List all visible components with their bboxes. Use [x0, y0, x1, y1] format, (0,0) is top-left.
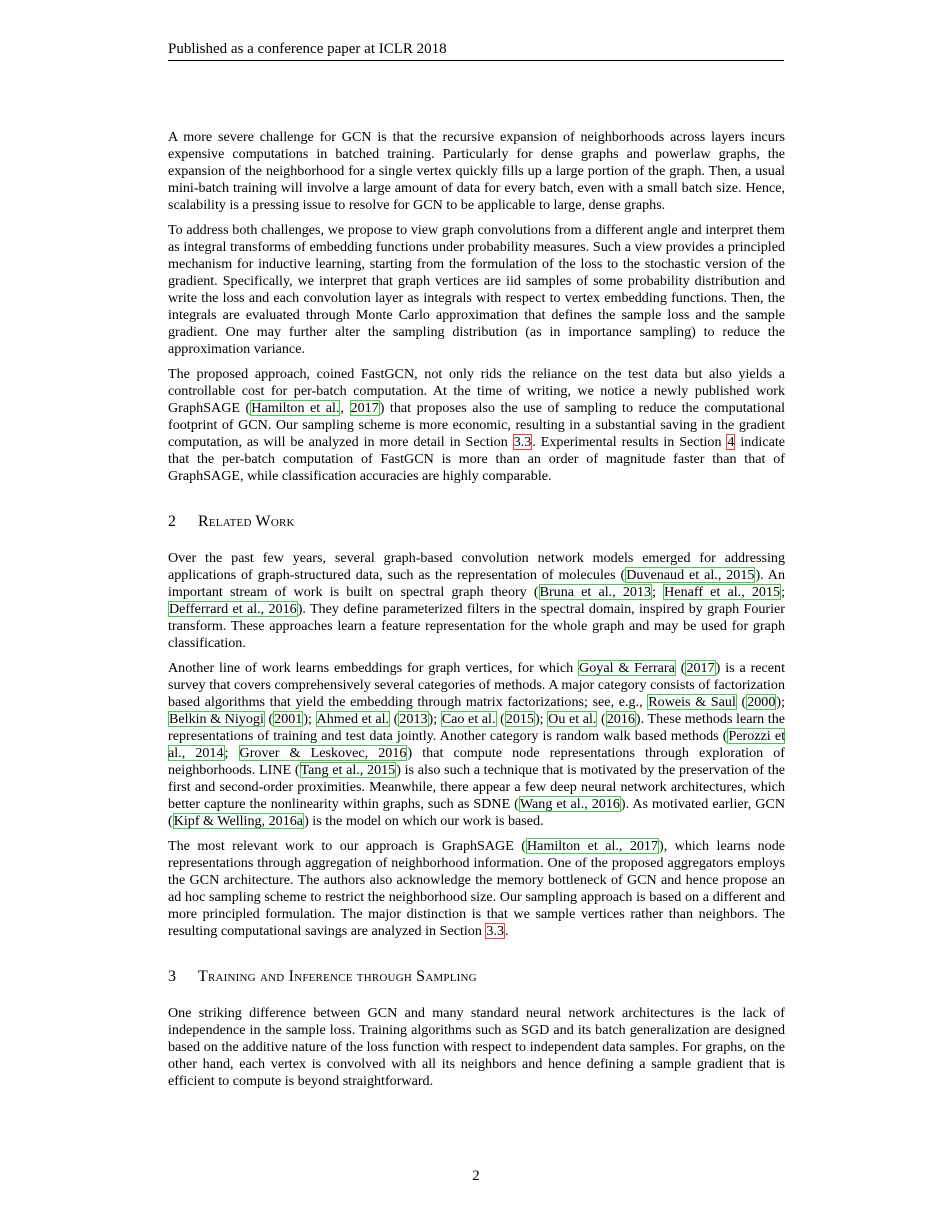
text-run: .: [505, 923, 509, 939]
citation-link[interactable]: Ou et al.: [548, 711, 597, 727]
citation-link[interactable]: Bruna et al., 2013: [539, 584, 652, 600]
citation-link[interactable]: 2017: [686, 660, 715, 676]
text-run: ). An important stream of work is built on spectral graph theory (: [168, 567, 786, 600]
section-title: Related Work: [198, 513, 295, 530]
section-number: 2: [168, 513, 177, 530]
citation-link[interactable]: Kipf & Welling, 2016a: [173, 813, 304, 829]
citation-link[interactable]: 2013: [399, 711, 428, 727]
text-run: ) is also such a technique that is motivated by the preservation of the first and second-order proximities. Meanwhile, there appear a few deep neural network architectures, which better capture the nonlinearity within graphs, such as SDNE (: [168, 762, 785, 812]
citation-link[interactable]: 2001: [274, 711, 303, 727]
citation-link[interactable]: 2015: [505, 711, 534, 727]
citation-link[interactable]: Ahmed et al.: [316, 711, 390, 727]
citation-link[interactable]: Hamilton et al., 2017: [526, 838, 659, 854]
text-run: ) that compute node representations through exploration of neighborhoods. LINE (: [168, 745, 785, 778]
related-work-paragraph-1: Over the past few years, several graph-based convolution network models emerged for addressing applications of graph-structured data, such as the representation of molecules (Duvenaud et al., 2015). An important stream of work is built on spectral graph theory (Bruna et al., 2013; Henaff et al., 2015; Defferrard et al., 2016). They define parameterized filters in the spectral domain, inspired by graph Fourier transform. These approaches learn a feature representation for the whole graph and may be used for graph classification.: [168, 550, 786, 651]
text-run: is a recent survey that covers comprehensively several categories of methods. A major category consists of factorization based algorithms that yield the embedding through matrix factorizations; see, e.g.,: [168, 660, 785, 710]
citation-link[interactable]: Perozzi et al., 2014: [168, 728, 785, 761]
text-run: . Experimental results in Section: [532, 434, 727, 450]
text-run: ). They define parameterized filters in the spectral domain, inspired by graph Fourier transform. These approaches learn a feature representation for the whole graph and may be used for graph classification.: [168, 601, 785, 651]
related-work-paragraph-2: Another line of work learns embeddings for graph vertices, for which Goyal & Ferrara (2017) is a recent survey that covers comprehensively several categories of methods. A major category consists of factorization based algorithms that yield the embedding through matrix factorizations; see, e.g., Roweis & Saul (2000); Belkin & Niyogi (2001); Ahmed et al. (2013); Cao et al. (2015); Ou et al. (2016). These methods learn the representations of training and test data jointly. Another category is random walk based methods (Perozzi et al., 2014; Grover & Leskovec, 2016) that compute node representations through exploration of neighborhoods. LINE (Tang et al., 2015) is also such a technique that is motivated by the preservation of the first and second-order proximities. Meanwhile, there appear a few deep neural network architectures, which better capture the nonlinearity within graphs, such as SDNE (Wang et al., 2016). As motivated earlier, GCN (Kipf & Welling, 2016a) is the model on which our work is based.: [168, 660, 786, 829]
citation-link[interactable]: Belkin & Niyogi: [169, 711, 264, 727]
text-run: . These methods learn the representations of training and test data jointly. Another category is random walk based methods (: [168, 711, 786, 744]
section-3-heading: [168, 967, 785, 987]
running-header: Published as a conference paper at ICLR 2018: [168, 38, 784, 61]
text-run: ). As motivated earlier, GCN (: [168, 796, 785, 829]
citation-link[interactable]: Hamilton et al.: [251, 400, 340, 416]
section-number: 3: [168, 968, 177, 985]
citation-link[interactable]: 2000: [747, 694, 776, 710]
text-run: ) is the model on which our work is based.: [304, 813, 544, 829]
intro-paragraph-3: The proposed approach, coined FastGCN, not only rids the reliance on the test data but also yields a controllable cost for per-batch computation. At the time of writing, we notice a newly published work GraphSAGE (Hamilton et al., 2017) that proposes also the use of sampling to reduce the computational footprint of GCN. Our sampling scheme is more economic, resulting in a substantial saving in the gradient computation, as will be analyzed in more detail in Section 3.3. Experimental results in Section 4 indicate that the per-batch computation of FastGCN is more than an order of magnitude faster than that of GraphSAGE, while classification accuracies are highly comparable.: [168, 366, 786, 484]
citation-link[interactable]: Tang et al., 2015: [300, 762, 396, 778]
page-number: 2: [472, 1168, 480, 1184]
intro-paragraph-1: A more severe challenge for GCN is that the recursive expansion of neighborhoods across layers incurs expensive computations in batched training. Particularly for dense graphs and powerlaw graphs, the expansion of the neighborhood for a single vertex quickly fills up a large portion of the graph. Then, a usual mini-batch training will involve a large amount of data for every batch, even with a small batch size. Hence, scalability is a pressing issue to resolve for GCN to be applicable to large, dense graphs.: [168, 129, 785, 213]
citation-link[interactable]: Roweis & Saul: [648, 694, 736, 710]
text-run: indicate that the per-batch computation of FastGCN is more than an order of magnitude faster than that of GraphSAGE, while classification accuracies are highly comparable.: [168, 434, 785, 484]
text-run: Another line of work learns embeddings for graph vertices, for which: [168, 660, 579, 676]
text-run: The proposed approach, coined FastGCN, not only rids the reliance on the test data but also yields a controllable cost for per-batch computation. At the time of writing, we notice a newly published work GraphSAGE (: [168, 366, 785, 416]
citation-link[interactable]: Defferrard et al., 2016: [169, 601, 297, 617]
intro-paragraph-2: To address both challenges, we propose to view graph convolutions from a different angle and interpret them as integral transforms of embedding functions under probability measures. Such a view provides a principled mechanism for inductive learning, starting from the formulation of the loss to the stochastic version of the gradient. Specifically, we interpret that graph vertices are iid samples of some probability distribution and write the loss and each convolution layer as integrals with respect to vertex embedding functions. Then, the integrals are evaluated through Monte Carlo approximation that defines the sample loss and the sample gradient. One may further alter the sampling distribution (as in importance sampling) to reduce the approximation variance.: [168, 222, 785, 357]
text-run: ), which learns node representations through aggregation of neighborhood information. One of the proposed aggregators employs the GCN architecture. The authors also acknowledge the memory bottleneck of GCN and hence propose an ad hoc sampling scheme to restrict the neighborhood size. Our sampling approach is based on a different and more principled formulation. The major distinction is that we sample vertices rather than neighbors. The resulting computational savings are analyzed in Section: [168, 838, 785, 939]
citation-link[interactable]: 2016: [606, 711, 635, 727]
text-run: The most relevant work to our approach is GraphSAGE (: [168, 838, 526, 854]
citation-link[interactable]: Cao et al.: [441, 711, 496, 727]
citation-link[interactable]: Goyal & Ferrara: [579, 660, 675, 676]
citation-link[interactable]: 2017: [350, 400, 379, 416]
section-ref-link[interactable]: 4: [727, 434, 735, 450]
text-run: Over the past few years, several graph-based convolution network models emerged for addressing applications of graph-structured data, such as the representation of molecules (: [168, 550, 785, 583]
related-work-paragraph-3: [168, 838, 785, 940]
citation-link[interactable]: Grover & Leskovec, 2016: [239, 745, 407, 761]
text-run: ) that proposes also the use of sampling to reduce the computational footprint of GCN. Our sampling scheme is more economic, resulting in a substantial saving in the gradient computation, as will be analyzed in more detail in Section: [168, 400, 786, 450]
section-ref-link[interactable]: 3.3: [513, 434, 532, 450]
citation-link[interactable]: Wang et al., 2016: [519, 796, 620, 812]
citation-link[interactable]: Henaff et al., 2015: [664, 584, 781, 600]
training-paragraph-1: One striking difference between GCN and many standard neural network architectures is the lack of independence in the sample loss. Training algorithms such as SGD and its batch generalization are designed based on the additive nature of the loss function with respect to independent data samples. For graphs, on the other hand, each vertex is convolved with all its neighbors and hence defining a sample gradient that is efficient to compute is beyond straightforward.: [168, 1005, 785, 1089]
section-title: Training and Inference through Sampling: [198, 968, 477, 985]
section-ref-link[interactable]: 3.3: [486, 923, 505, 939]
section-2-heading: [168, 512, 785, 532]
citation-link[interactable]: Duvenaud et al., 2015: [626, 567, 755, 583]
page-body: [168, 129, 785, 1098]
